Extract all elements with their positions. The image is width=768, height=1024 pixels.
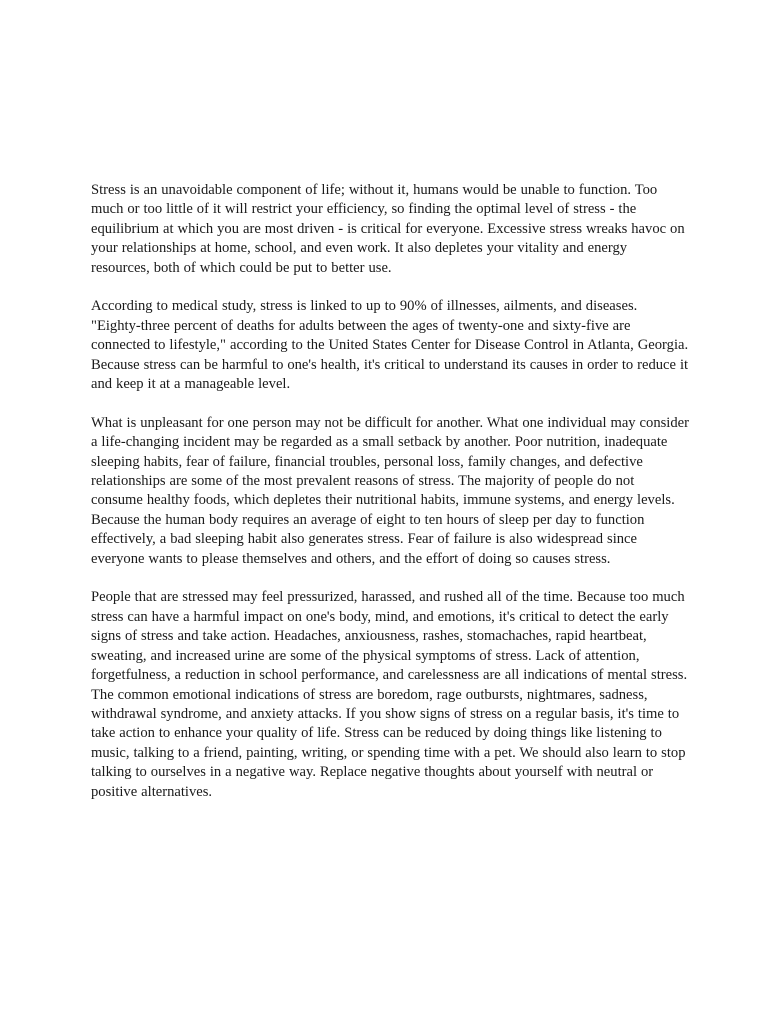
paragraph-4: People that are stressed may feel pressurized, harassed, and rushed all of the time. Because too much stress can have a harmful impact on one's body, mind, and emotions, it's critical to detect the early signs of stress and take action. Headaches, anxiousness, rashes, stomachaches, rapid heartbeat, sweating, and increased urine are some of the physical symptoms of stress. Lack of attention, forgetfulness, a reduction in school performance, and carelessness are all indications of mental stress. The common emotional indications of stress are boredom, rage outbursts, nightmares, sadness, withdrawal syndrome, and anxiety attacks. If you show signs of stress on a regular basis, it's time to take action to enhance your quality of life. Stress can be reduced by doing things like listening to music, talking to a friend, painting, writing, or spending time with a pet. We should also learn to stop talking to ourselves in a negative way. Replace negative thoughts about yourself with neutral or positive alternatives. [91,589,688,800]
paragraph-1: Stress is an unavoidable component of life; without it, humans would be unable to function. Too much or too little of it will restrict your efficiency, so finding the optimal level of stress - the equilibrium at which you are most driven - is critical for everyone. Excessive stress wreaks havoc on your relationships at home, school, and even work. It also depletes your vitality and energy resources, both of which could be put to better use. [91,182,685,276]
document-body [91,181,689,802]
paragraph-3: What is unpleasant for one person may not be difficult for another. What one individual may consider a life-changing incident may be regarded as a small setback by another. Poor nutrition, inadequate sleeping habits, fear of failure, financial troubles, personal loss, family changes, and defective relationships are some of the most prevalent reasons of stress. The majority of people do not consume healthy foods, which depletes their nutritional habits, immune systems, and energy levels. Because the human body requires an average of eight to ten hours of sleep per day to function effectively, a bad sleeping habit also generates stress. Fear of failure is also widespread since everyone wants to please themselves and others, and the effort of doing so causes stress. [91,414,689,567]
paragraph-2: According to medical study, stress is linked to up to 90% of illnesses, ailments, and diseases. "Eighty-three percent of deaths for adults between the ages of twenty-one and sixty-five are connected to lifestyle," according to the United States Center for Disease Control in Atlanta, Georgia. Because stress can be harmful to one's health, it's critical to understand its causes in order to reduce it and keep it at a manageable level. [91,298,689,393]
